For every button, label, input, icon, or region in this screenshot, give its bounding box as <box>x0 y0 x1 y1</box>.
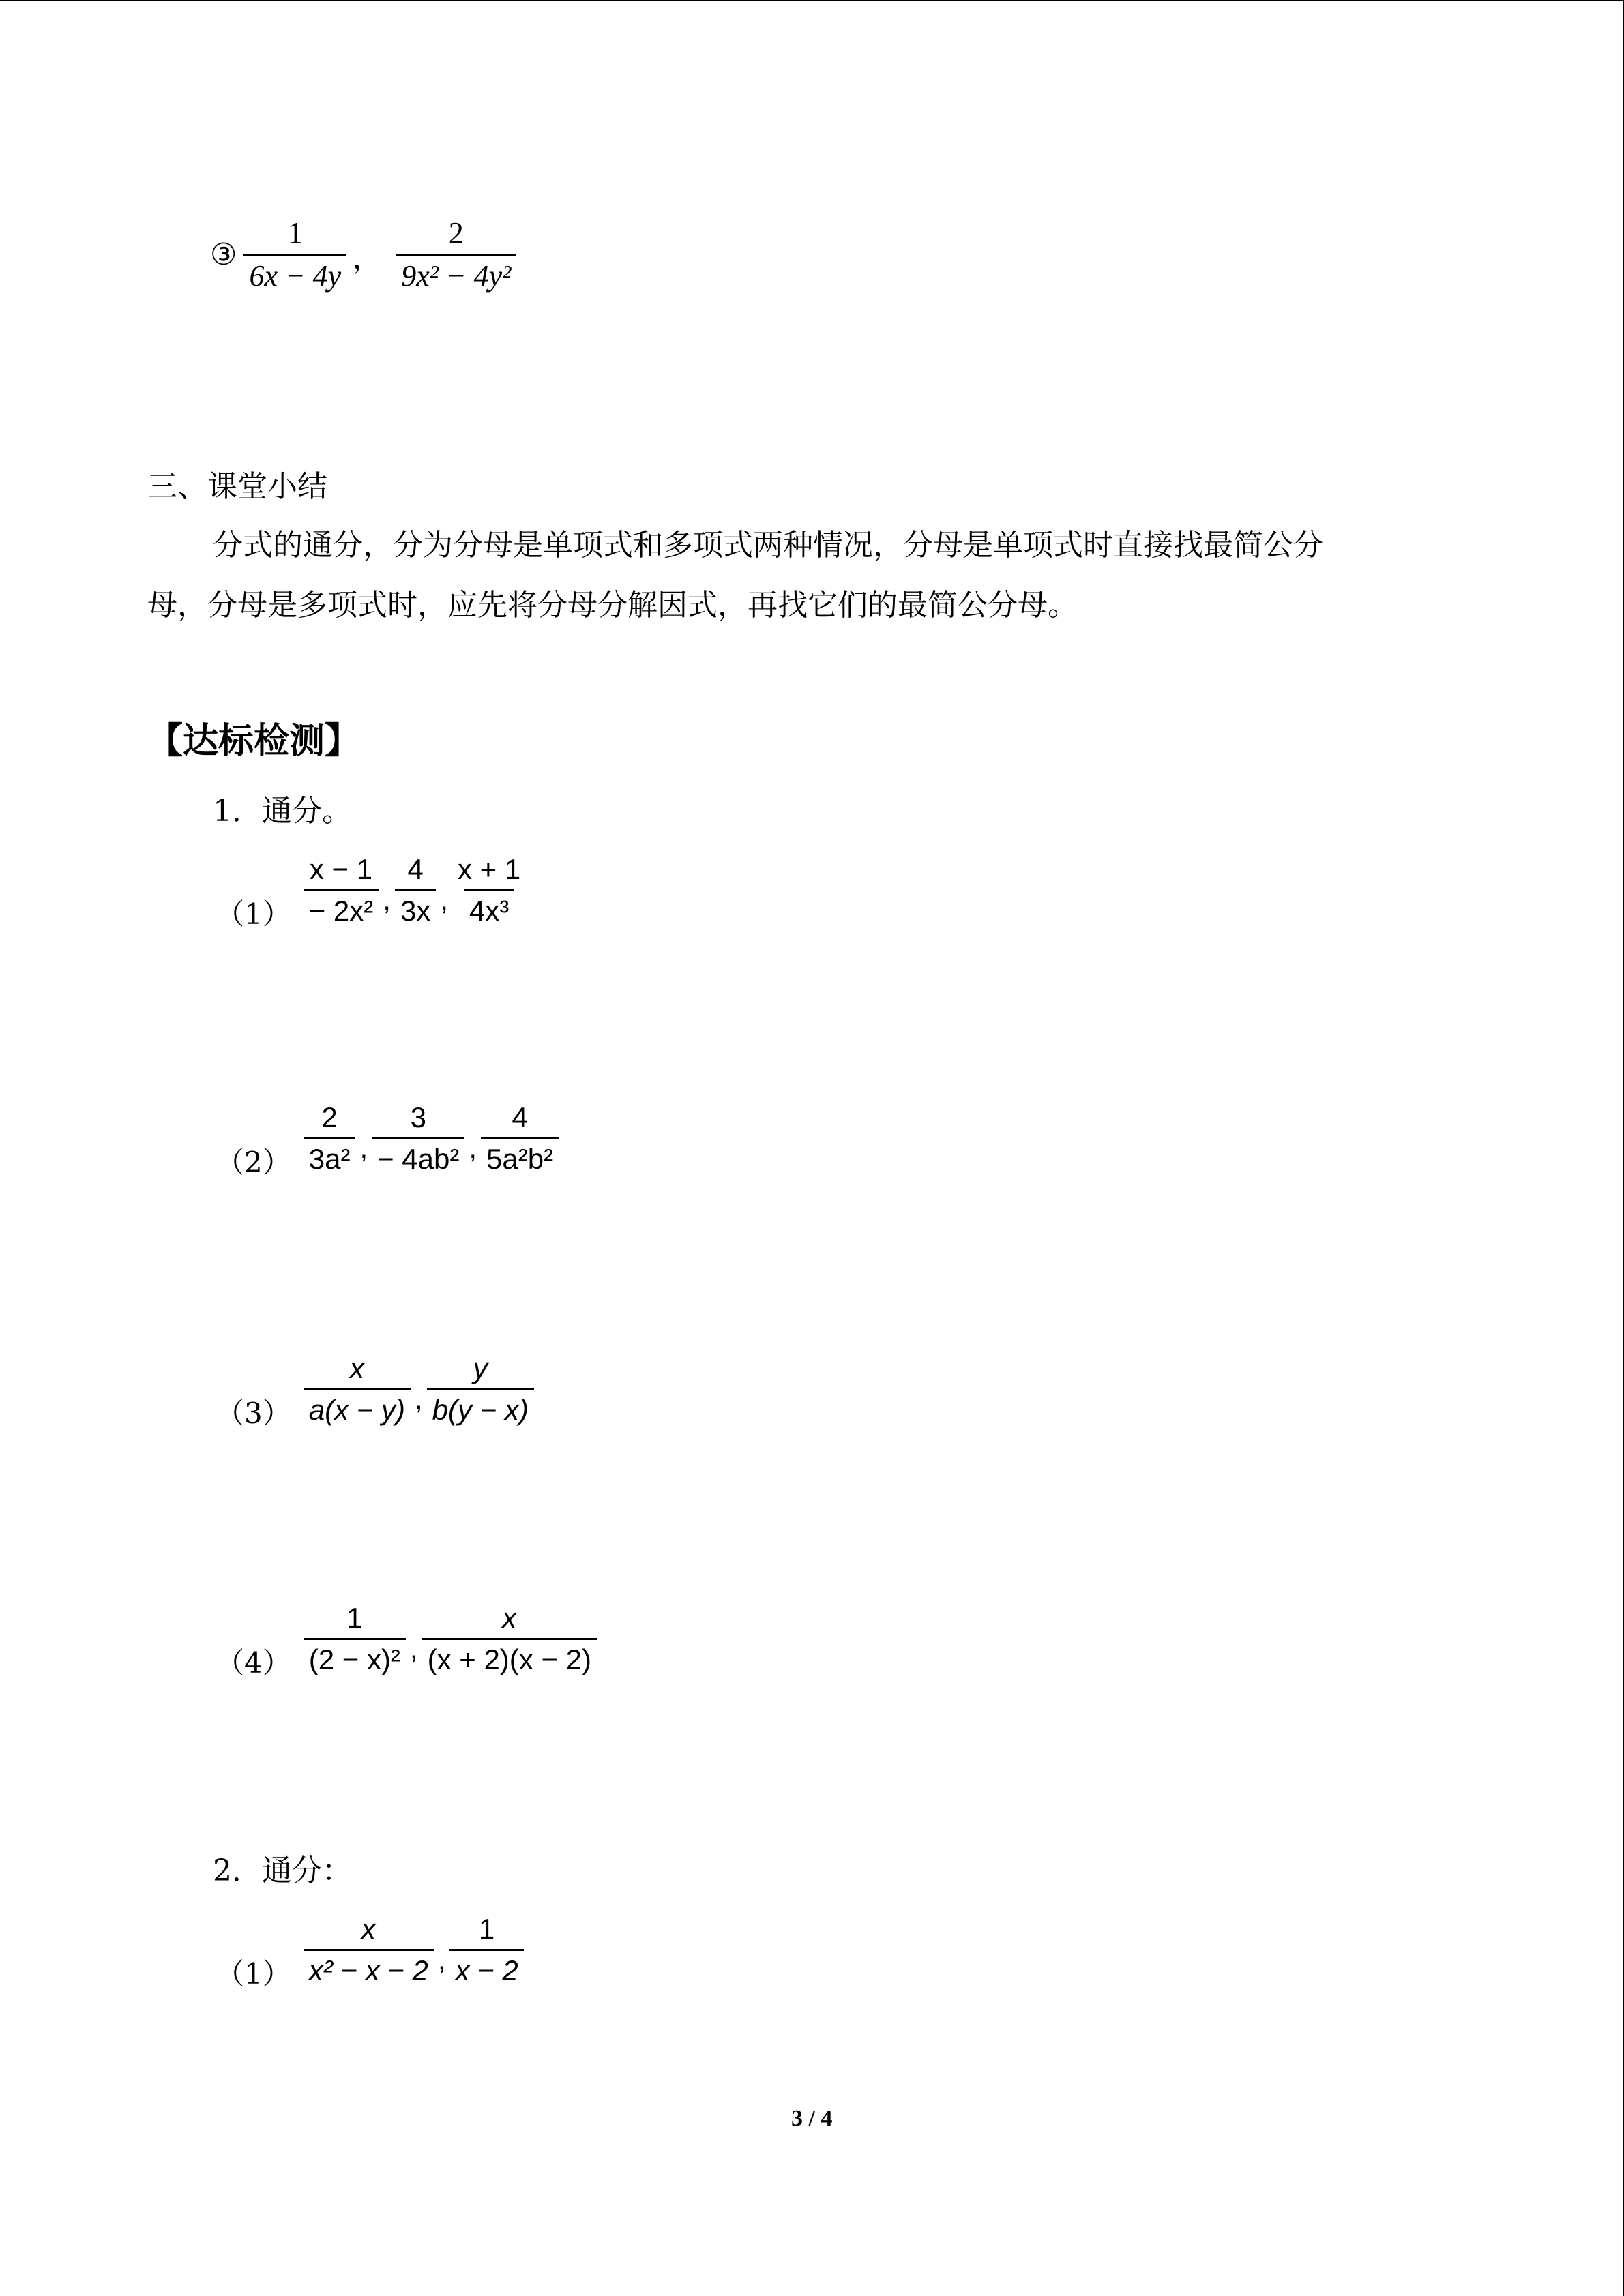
fraction <box>304 1353 411 1426</box>
part-label: （2） <box>216 1145 291 1179</box>
page-number: 3 / 4 <box>791 2106 833 2131</box>
fraction-denominator: 6x − 4y <box>243 254 346 293</box>
fraction <box>304 1102 356 1175</box>
fraction-numerator: x <box>502 1602 517 1634</box>
q1-title: 1．通分。 <box>213 794 352 829</box>
fraction-numerator: 1 <box>287 216 303 250</box>
comma-separator: , <box>437 1943 446 1976</box>
fraction-denominator: 3x <box>395 889 436 927</box>
fraction-denominator: b(y − x) <box>427 1388 534 1426</box>
fraction-denominator: (x + 2)(x − 2) <box>422 1638 597 1675</box>
fraction-numerator: 3 <box>410 1101 426 1133</box>
fraction-numerator: 4 <box>512 1101 528 1133</box>
fraction-denominator: x − 2 <box>449 1949 523 1986</box>
item3-fraction-2 <box>396 217 516 293</box>
q2-part-1 <box>216 1913 527 1991</box>
part-label: （1） <box>216 1956 291 1991</box>
comma-separator: , <box>359 1131 368 1164</box>
fraction-denominator: a(x − y) <box>304 1388 411 1426</box>
part-label: （4） <box>216 1645 291 1680</box>
q2-title: 2．通分： <box>213 1853 352 1888</box>
part-label: （1） <box>216 897 291 931</box>
fraction-denominator: (2 − x)² <box>304 1638 406 1675</box>
fraction-numerator: x − 1 <box>309 853 373 885</box>
summary-line-1: 分式的通分，分为分母是单项式和多项式两种情况，分母是单项式时直接找最简公分 <box>213 528 1323 563</box>
fraction-denominator: − 2x² <box>304 889 379 927</box>
comma-separator: , <box>440 883 448 916</box>
fraction-denominator: − 4ab² <box>372 1137 464 1175</box>
summary-heading: 三、课堂小结 <box>147 469 327 504</box>
item3-label: ③ <box>210 238 237 272</box>
fraction-numerator: 1 <box>346 1602 363 1634</box>
summary-line-2: 母，分母是多项式时，应先将分母分解因式，再找它们的最简公分母。 <box>147 588 1078 623</box>
comma-separator: , <box>383 883 391 916</box>
q1-part-2 <box>216 1101 561 1179</box>
fraction-denominator: 9x² − 4y² <box>396 254 516 293</box>
q1-part-1 <box>216 853 529 931</box>
fraction-numerator: x + 1 <box>457 853 521 885</box>
q1-part-3 <box>216 1352 537 1430</box>
fraction <box>304 1913 434 1986</box>
fraction-numerator: y <box>473 1352 488 1384</box>
fraction <box>427 1353 534 1426</box>
fraction-denominator: 3a² <box>304 1137 356 1175</box>
fraction <box>304 854 379 927</box>
comma-separator: , <box>469 1131 477 1164</box>
fraction <box>422 1602 597 1675</box>
item3-expression <box>210 217 519 293</box>
part-label: （3） <box>216 1396 291 1430</box>
fraction-denominator: x² − x − 2 <box>304 1949 434 1986</box>
comma-separator: , <box>409 1632 418 1665</box>
fraction-denominator: 4x³ <box>464 889 514 927</box>
fraction <box>372 1102 464 1175</box>
page-top-border <box>0 0 1623 1</box>
fraction-denominator: 5a²b² <box>481 1137 559 1175</box>
comma-separator: , <box>414 1382 423 1415</box>
fraction-numerator: x <box>361 1913 376 1945</box>
item3-comma: ， <box>352 241 383 275</box>
item3-fraction-1 <box>243 217 346 293</box>
test-heading: 【达标检测】 <box>147 720 361 762</box>
fraction <box>481 1102 559 1175</box>
fraction-numerator: 2 <box>448 216 464 250</box>
fraction-numerator: 4 <box>407 853 424 885</box>
fraction-numerator: 1 <box>478 1913 495 1945</box>
fraction <box>449 1913 523 1986</box>
fraction <box>395 854 436 927</box>
fraction <box>304 1602 406 1675</box>
fraction-numerator: x <box>349 1352 364 1384</box>
fraction <box>452 854 526 927</box>
q1-part-4 <box>216 1602 600 1680</box>
fraction-numerator: 2 <box>321 1101 338 1133</box>
